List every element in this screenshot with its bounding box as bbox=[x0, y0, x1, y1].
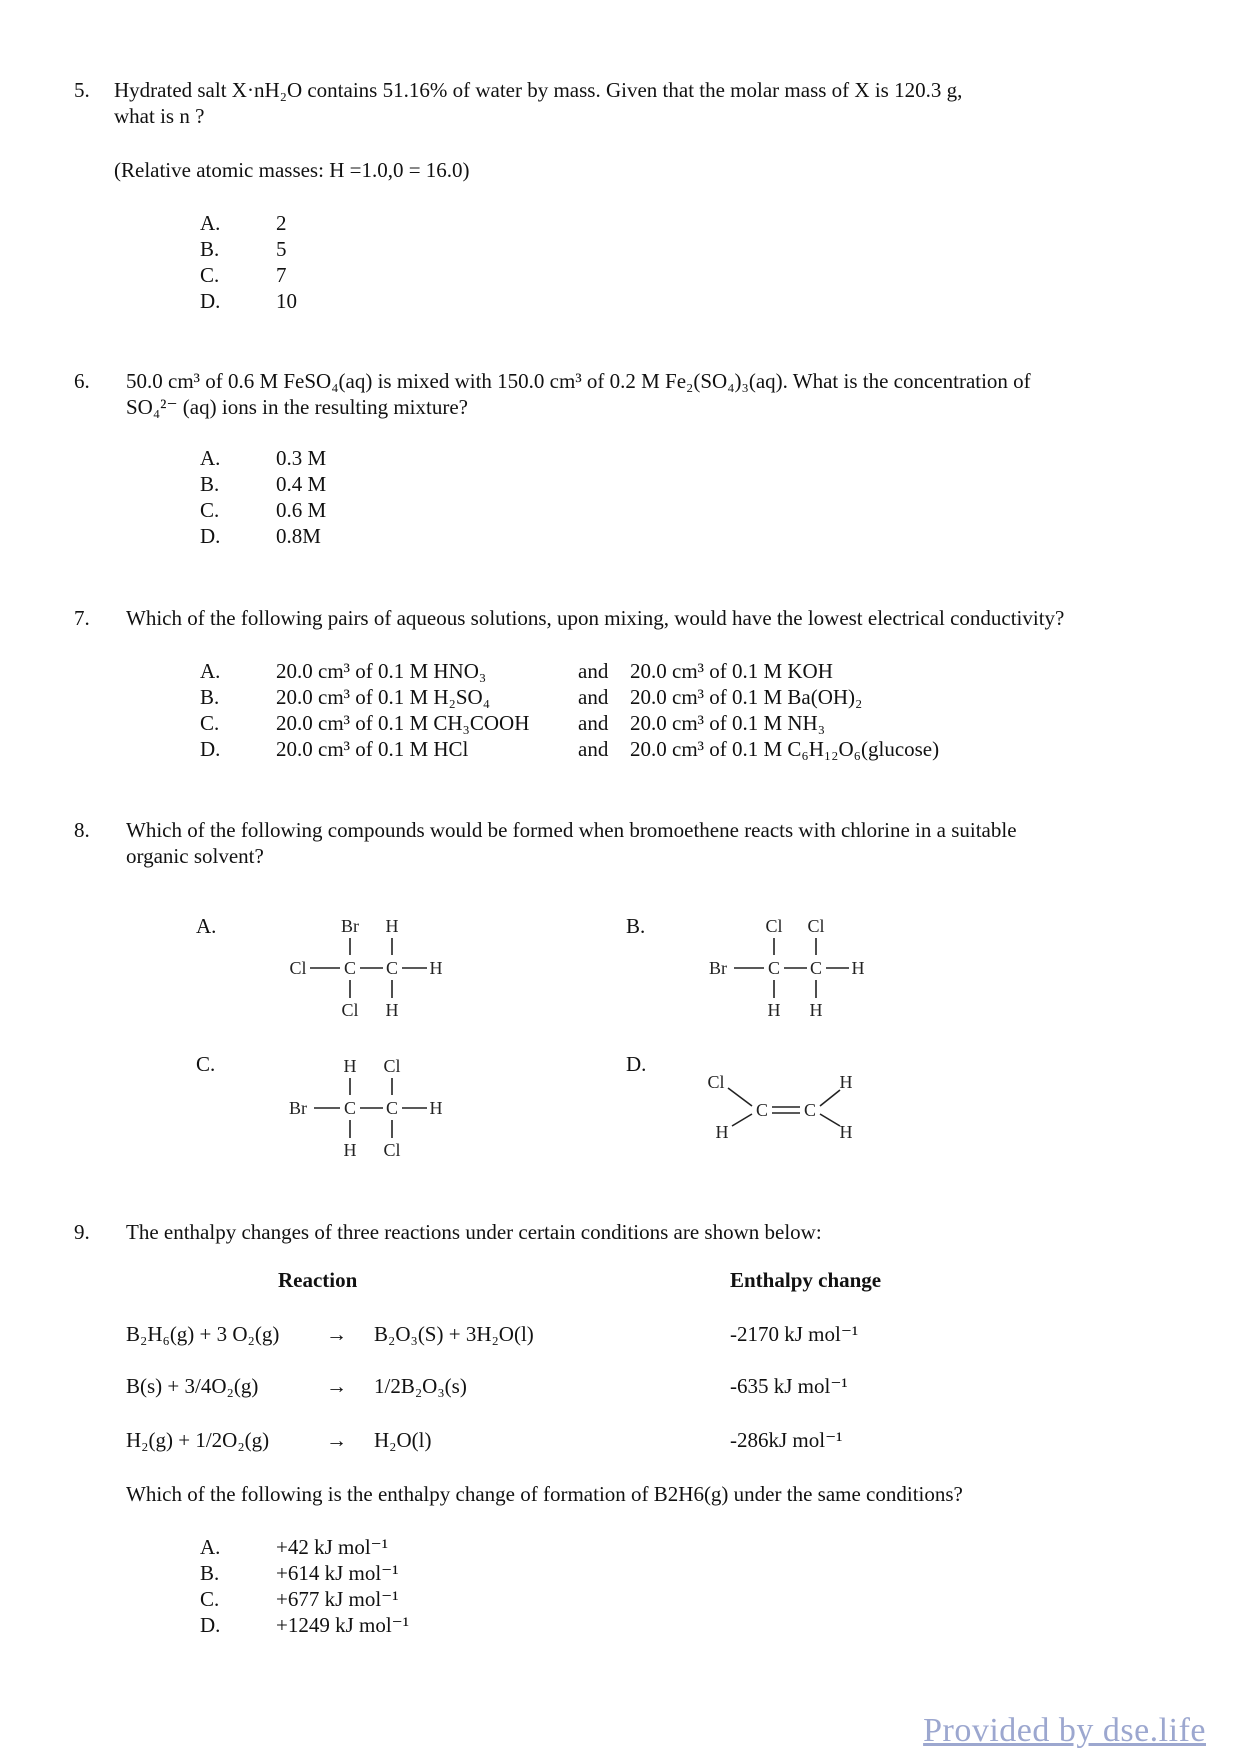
bond bbox=[820, 1090, 840, 1106]
q8-option-b-letter[interactable]: B. bbox=[626, 914, 646, 938]
atom-label: H bbox=[767, 1000, 781, 1020]
q8-option-a-letter[interactable]: A. bbox=[196, 914, 217, 938]
q5-number: 5. bbox=[74, 78, 90, 102]
q6-number: 6. bbox=[74, 369, 90, 393]
atom-label: H bbox=[839, 1122, 853, 1142]
atom-label: Cl bbox=[765, 916, 783, 936]
atom-label: H bbox=[385, 1000, 399, 1020]
q5-text-line1: Hydrated salt X·nH₂O contains 51.16% of water by mass. Given that the molar mass of X is 120.3 g, bbox=[114, 78, 963, 102]
q7-text: Which of the following pairs of aqueous solutions, upon mixing, would have the lowest electrical conductivity? bbox=[126, 606, 1065, 630]
atom-label: Br bbox=[341, 916, 359, 936]
q6-text-line1: 50.0 cm³ of 0.6 M FeSO₄(aq) is mixed with 150.0 cm³ of 0.2 M Fe₂(SO₄)₃(aq). What is the concentration of bbox=[126, 369, 1031, 393]
q8-option-b-structure bbox=[700, 910, 870, 1022]
atom-label: Cl bbox=[383, 1056, 401, 1076]
atom-label: H bbox=[385, 916, 399, 936]
atom-label: Br bbox=[709, 958, 727, 978]
atom-label: C bbox=[343, 1098, 357, 1118]
q8-number: 8. bbox=[74, 818, 90, 842]
reaction-arrow: → bbox=[326, 1374, 347, 1398]
option-row[interactable]: D. 20.0 cm³ of 0.1 M HCl and 20.0 cm³ of 0.1 M C₆H₁₂O₆(glucose) bbox=[200, 737, 940, 761]
reaction-rhs: H₂O(l) bbox=[374, 1428, 432, 1452]
bond bbox=[820, 1114, 840, 1126]
atom-label: Cl bbox=[289, 958, 307, 978]
atom-label: H bbox=[715, 1122, 729, 1142]
reaction-dh: -2170 kJ mol⁻¹ bbox=[730, 1322, 859, 1346]
q8-option-d-letter[interactable]: D. bbox=[626, 1052, 647, 1076]
q8-text-line2: organic solvent? bbox=[126, 844, 264, 868]
atom-label: Br bbox=[289, 1098, 307, 1118]
atom-label: C bbox=[767, 958, 781, 978]
bond bbox=[728, 1088, 752, 1106]
q8-text-line1: Which of the following compounds would be formed when bromoethene reacts with chlorine in a suitable bbox=[126, 818, 1017, 842]
reaction-arrow: → bbox=[326, 1322, 347, 1346]
atom-label: Cl bbox=[383, 1140, 401, 1160]
option-row[interactable]: A. 20.0 cm³ of 0.1 M HNO₃ and 20.0 cm³ of 0.1 M KOH bbox=[200, 659, 833, 683]
q8-option-c-letter[interactable]: C. bbox=[196, 1052, 216, 1076]
bond bbox=[732, 1114, 752, 1126]
atom-label: H bbox=[343, 1056, 357, 1076]
option-row[interactable]: B. 20.0 cm³ of 0.1 M H₂SO₄ and 20.0 cm³ of 0.1 M Ba(OH)₂ bbox=[200, 685, 863, 709]
q8-option-c-structure bbox=[282, 1050, 452, 1162]
q5-text-line2: what is n ? bbox=[114, 104, 205, 128]
atom-label: C bbox=[385, 958, 399, 978]
q9-text: The enthalpy changes of three reactions under certain conditions are shown below: bbox=[126, 1220, 822, 1244]
atom-label: Cl bbox=[807, 916, 825, 936]
atom-label: C bbox=[803, 1100, 817, 1120]
atom-label: H bbox=[851, 958, 865, 978]
atom-label: H bbox=[839, 1072, 853, 1092]
atom-label: C bbox=[385, 1098, 399, 1118]
atom-label: Cl bbox=[707, 1072, 725, 1092]
q9-header-reaction: Reaction bbox=[278, 1268, 358, 1292]
atom-label: H bbox=[809, 1000, 823, 1020]
atom-label: C bbox=[755, 1100, 769, 1120]
reaction-rhs: B₂O₃(S) + 3H₂O(l) bbox=[374, 1322, 534, 1346]
reaction-dh: -635 kJ mol⁻¹ bbox=[730, 1374, 848, 1398]
atom-label: H bbox=[343, 1140, 357, 1160]
reaction-rhs: 1/2B₂O₃(s) bbox=[374, 1374, 467, 1398]
q9-header-enthalpy: Enthalpy change bbox=[730, 1268, 882, 1292]
reaction-arrow: → bbox=[326, 1428, 347, 1452]
reaction-lhs: H₂(g) + 1/2O₂(g) bbox=[126, 1428, 270, 1452]
q9-number: 9. bbox=[74, 1220, 90, 1244]
q9-question: Which of the following is the enthalpy change of formation of B2H6(g) under the same conditions? bbox=[126, 1482, 963, 1506]
reaction-lhs: B(s) + 3/4O₂(g) bbox=[126, 1374, 259, 1398]
reaction-lhs: B₂H₆(g) + 3 O₂(g) bbox=[126, 1322, 280, 1346]
q5-note: (Relative atomic masses: H =1.0,0 = 16.0) bbox=[114, 158, 470, 182]
q7-number: 7. bbox=[74, 606, 90, 630]
atom-label: Cl bbox=[341, 1000, 359, 1020]
atom-label: C bbox=[343, 958, 357, 978]
atom-label: C bbox=[809, 958, 823, 978]
footer-watermark[interactable]: Provided by dse.life bbox=[923, 1712, 1206, 1749]
atom-label: H bbox=[429, 958, 443, 978]
option-row[interactable]: C. 20.0 cm³ of 0.1 M CH₃COOH and 20.0 cm³ of 0.1 M NH₃ bbox=[200, 711, 826, 735]
q8-option-a-structure bbox=[282, 910, 452, 1022]
atom-label: H bbox=[429, 1098, 443, 1118]
q8-option-d-structure bbox=[700, 1068, 870, 1148]
q6-text-line2: SO₄²⁻ (aq) ions in the resulting mixture? bbox=[126, 395, 468, 419]
reaction-dh: -286kJ mol⁻¹ bbox=[730, 1428, 843, 1452]
